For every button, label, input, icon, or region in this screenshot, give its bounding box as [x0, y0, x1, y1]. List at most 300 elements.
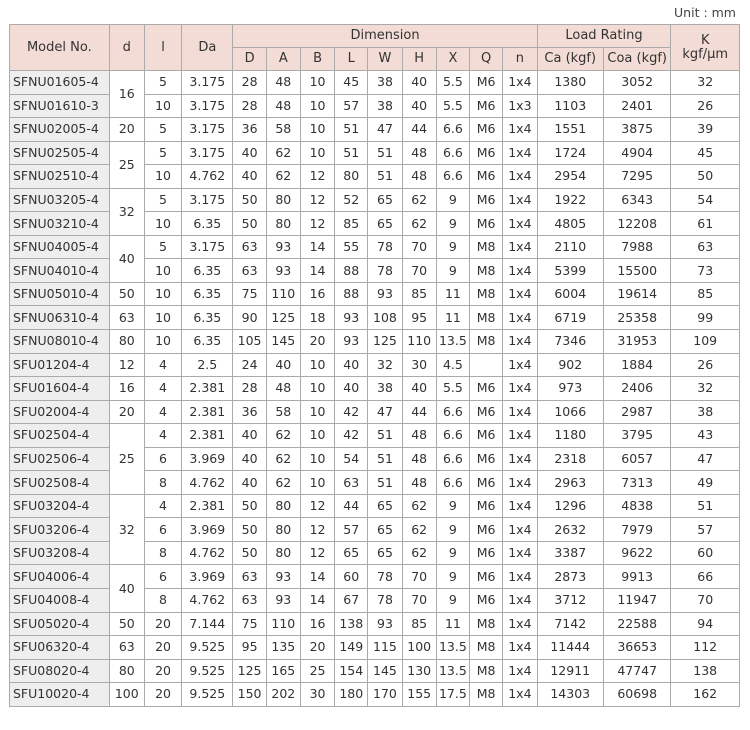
h-cell: 30 [402, 353, 436, 377]
a-cell: 40 [266, 353, 300, 377]
l-cell: 42 [335, 400, 368, 424]
d-cell: 150 [233, 683, 266, 707]
a-cell: 62 [266, 471, 300, 495]
da-cell: 3.175 [182, 235, 233, 259]
w-cell: 170 [368, 683, 402, 707]
q-cell: M8 [470, 282, 503, 306]
ca-cell: 902 [537, 353, 603, 377]
n-cell: 1x4 [503, 188, 537, 212]
table-row [10, 424, 740, 448]
b-cell: 25 [300, 659, 334, 683]
ca-cell: 973 [537, 377, 603, 401]
l-cell: 20 [144, 683, 181, 707]
table-body [10, 71, 740, 707]
header-dim-X: X [436, 48, 469, 71]
l-cell: 138 [335, 612, 368, 636]
da-cell: 6.35 [182, 212, 233, 236]
n-cell: 1x4 [503, 71, 537, 95]
d-cell: 16 [109, 377, 144, 401]
coa-cell: 25358 [603, 306, 670, 330]
q-cell: M6 [470, 518, 503, 542]
header-dim-L: L [335, 48, 368, 71]
model-cell: SFU03204-4 [10, 494, 110, 518]
header-dimension: Dimension [233, 25, 537, 48]
ca-cell: 1551 [537, 118, 603, 142]
d-cell: 24 [233, 353, 266, 377]
d-cell: 28 [233, 377, 266, 401]
k-cell: 39 [671, 118, 740, 142]
coa-cell: 2406 [603, 377, 670, 401]
d-cell: 40 [233, 447, 266, 471]
coa-cell: 2987 [603, 400, 670, 424]
table-row [10, 494, 740, 518]
da-cell: 9.525 [182, 659, 233, 683]
l-cell: 5 [144, 141, 181, 165]
x-cell: 6.6 [436, 471, 469, 495]
d-cell: 50 [109, 282, 144, 306]
k-cell: 47 [671, 447, 740, 471]
header-dim-D: D [233, 48, 266, 71]
l-cell: 5 [144, 188, 181, 212]
ca-cell: 7142 [537, 612, 603, 636]
h-cell: 40 [402, 71, 436, 95]
da-cell: 4.762 [182, 541, 233, 565]
k-cell: 109 [671, 330, 740, 354]
table-row [10, 306, 740, 330]
x-cell: 9 [436, 188, 469, 212]
w-cell: 47 [368, 400, 402, 424]
l-cell: 55 [335, 235, 368, 259]
x-cell: 6.6 [436, 424, 469, 448]
header-model: Model No. [10, 25, 110, 71]
table-row [10, 612, 740, 636]
x-cell: 9 [436, 589, 469, 613]
model-cell: SFU03208-4 [10, 541, 110, 565]
model-cell: SFU02506-4 [10, 447, 110, 471]
h-cell: 48 [402, 141, 436, 165]
model-cell: SFU06320-4 [10, 636, 110, 660]
coa-cell: 19614 [603, 282, 670, 306]
k-cell: 26 [671, 94, 740, 118]
d-cell: 40 [109, 565, 144, 612]
n-cell: 1x4 [503, 259, 537, 283]
w-cell: 78 [368, 565, 402, 589]
k-cell: 85 [671, 282, 740, 306]
l-cell: 51 [335, 118, 368, 142]
h-cell: 155 [402, 683, 436, 707]
k-cell: 51 [671, 494, 740, 518]
d-cell: 36 [233, 400, 266, 424]
header-dim-A: A [266, 48, 300, 71]
x-cell: 4.5 [436, 353, 469, 377]
da-cell: 4.762 [182, 589, 233, 613]
q-cell: M6 [470, 212, 503, 236]
k-cell: 112 [671, 636, 740, 660]
b-cell: 12 [300, 212, 334, 236]
w-cell: 51 [368, 471, 402, 495]
model-cell: SFNU01605-4 [10, 71, 110, 95]
b-cell: 10 [300, 424, 334, 448]
n-cell: 1x4 [503, 212, 537, 236]
q-cell: M8 [470, 235, 503, 259]
header-da: Da [182, 25, 233, 71]
w-cell: 65 [368, 188, 402, 212]
n-cell: 1x3 [503, 94, 537, 118]
q-cell: M8 [470, 612, 503, 636]
model-cell: SFU03206-4 [10, 518, 110, 542]
w-cell: 38 [368, 377, 402, 401]
a-cell: 135 [266, 636, 300, 660]
d-cell: 40 [233, 165, 266, 189]
d-cell: 25 [109, 141, 144, 188]
l-cell: 6 [144, 518, 181, 542]
n-cell: 1x4 [503, 118, 537, 142]
x-cell: 5.5 [436, 377, 469, 401]
x-cell: 6.6 [436, 447, 469, 471]
da-cell: 9.525 [182, 636, 233, 660]
q-cell: M8 [470, 259, 503, 283]
b-cell: 12 [300, 541, 334, 565]
n-cell: 1x4 [503, 565, 537, 589]
h-cell: 85 [402, 612, 436, 636]
h-cell: 48 [402, 447, 436, 471]
l-cell: 51 [335, 141, 368, 165]
table-row [10, 71, 740, 95]
da-cell: 3.175 [182, 118, 233, 142]
w-cell: 51 [368, 447, 402, 471]
h-cell: 95 [402, 306, 436, 330]
d-cell: 125 [233, 659, 266, 683]
header-load-rating: Load Rating [537, 25, 671, 48]
w-cell: 32 [368, 353, 402, 377]
x-cell: 9 [436, 565, 469, 589]
q-cell: M6 [470, 165, 503, 189]
l-cell: 5 [144, 71, 181, 95]
l-cell: 20 [144, 636, 181, 660]
header-k [671, 25, 740, 71]
h-cell: 62 [402, 188, 436, 212]
b-cell: 20 [300, 330, 334, 354]
q-cell: M8 [470, 636, 503, 660]
q-cell: M6 [470, 541, 503, 565]
h-cell: 70 [402, 565, 436, 589]
model-cell: SFU02504-4 [10, 424, 110, 448]
w-cell: 65 [368, 212, 402, 236]
n-cell: 1x4 [503, 330, 537, 354]
table-row [10, 565, 740, 589]
d-cell: 16 [109, 71, 144, 118]
l-cell: 10 [144, 282, 181, 306]
d-cell: 20 [109, 118, 144, 142]
model-cell: SFNU03205-4 [10, 188, 110, 212]
w-cell: 65 [368, 541, 402, 565]
l-cell: 5 [144, 235, 181, 259]
b-cell: 10 [300, 447, 334, 471]
table-row [10, 141, 740, 165]
model-cell: SFNU08010-4 [10, 330, 110, 354]
l-cell: 10 [144, 330, 181, 354]
d-cell: 50 [233, 212, 266, 236]
a-cell: 93 [266, 235, 300, 259]
k-cell: 61 [671, 212, 740, 236]
d-cell: 80 [109, 659, 144, 683]
l-cell: 4 [144, 353, 181, 377]
l-cell: 44 [335, 494, 368, 518]
a-cell: 58 [266, 400, 300, 424]
model-cell: SFU02004-4 [10, 400, 110, 424]
ca-cell: 1380 [537, 71, 603, 95]
q-cell: M8 [470, 330, 503, 354]
coa-cell: 1884 [603, 353, 670, 377]
q-cell [470, 353, 503, 377]
header-k-symbol: K [700, 32, 710, 48]
b-cell: 10 [300, 353, 334, 377]
l-cell: 85 [335, 212, 368, 236]
model-cell: SFU08020-4 [10, 659, 110, 683]
l-cell: 149 [335, 636, 368, 660]
ca-cell: 5399 [537, 259, 603, 283]
q-cell: M6 [470, 94, 503, 118]
w-cell: 108 [368, 306, 402, 330]
coa-cell: 12208 [603, 212, 670, 236]
n-cell: 1x4 [503, 400, 537, 424]
d-cell: 50 [233, 188, 266, 212]
n-cell: 1x4 [503, 141, 537, 165]
coa-cell: 3795 [603, 424, 670, 448]
n-cell: 1x4 [503, 541, 537, 565]
l-cell: 88 [335, 282, 368, 306]
n-cell: 1x4 [503, 306, 537, 330]
model-cell: SFNU01610-3 [10, 94, 110, 118]
k-cell: 60 [671, 541, 740, 565]
ca-cell: 2954 [537, 165, 603, 189]
l-cell: 63 [335, 471, 368, 495]
a-cell: 145 [266, 330, 300, 354]
l-cell: 42 [335, 424, 368, 448]
d-cell: 40 [233, 141, 266, 165]
d-cell: 36 [233, 118, 266, 142]
l-cell: 40 [335, 353, 368, 377]
a-cell: 48 [266, 71, 300, 95]
coa-cell: 9622 [603, 541, 670, 565]
ca-cell: 6719 [537, 306, 603, 330]
a-cell: 62 [266, 165, 300, 189]
da-cell: 2.381 [182, 494, 233, 518]
l-cell: 10 [144, 212, 181, 236]
model-cell: SFU02508-4 [10, 471, 110, 495]
n-cell: 1x4 [503, 636, 537, 660]
h-cell: 62 [402, 518, 436, 542]
da-cell: 9.525 [182, 683, 233, 707]
h-cell: 100 [402, 636, 436, 660]
k-cell: 63 [671, 235, 740, 259]
l-cell: 10 [144, 94, 181, 118]
b-cell: 10 [300, 377, 334, 401]
d-cell: 105 [233, 330, 266, 354]
k-cell: 99 [671, 306, 740, 330]
da-cell: 2.381 [182, 400, 233, 424]
b-cell: 12 [300, 188, 334, 212]
model-cell: SFNU03210-4 [10, 212, 110, 236]
b-cell: 14 [300, 235, 334, 259]
h-cell: 44 [402, 400, 436, 424]
a-cell: 93 [266, 589, 300, 613]
w-cell: 125 [368, 330, 402, 354]
d-cell: 40 [109, 235, 144, 282]
q-cell: M6 [470, 400, 503, 424]
da-cell: 4.762 [182, 471, 233, 495]
ball-screw-spec-table [9, 24, 740, 707]
x-cell: 5.5 [436, 71, 469, 95]
q-cell: M6 [470, 589, 503, 613]
header-coa: Coa (kgf) [603, 48, 670, 71]
model-cell: SFNU04005-4 [10, 235, 110, 259]
b-cell: 10 [300, 71, 334, 95]
d-cell: 63 [109, 306, 144, 330]
n-cell: 1x4 [503, 165, 537, 189]
da-cell: 3.969 [182, 518, 233, 542]
w-cell: 47 [368, 118, 402, 142]
h-cell: 62 [402, 212, 436, 236]
k-cell: 94 [671, 612, 740, 636]
b-cell: 14 [300, 259, 334, 283]
ca-cell: 2632 [537, 518, 603, 542]
q-cell: M6 [470, 118, 503, 142]
q-cell: M8 [470, 306, 503, 330]
ca-cell: 1296 [537, 494, 603, 518]
l-cell: 4 [144, 494, 181, 518]
d-cell: 100 [109, 683, 144, 707]
w-cell: 93 [368, 612, 402, 636]
b-cell: 10 [300, 94, 334, 118]
k-cell: 49 [671, 471, 740, 495]
d-cell: 32 [109, 188, 144, 235]
l-cell: 93 [335, 306, 368, 330]
w-cell: 51 [368, 141, 402, 165]
q-cell: M6 [470, 424, 503, 448]
b-cell: 12 [300, 494, 334, 518]
l-cell: 57 [335, 518, 368, 542]
da-cell: 3.175 [182, 141, 233, 165]
h-cell: 40 [402, 94, 436, 118]
x-cell: 13.5 [436, 659, 469, 683]
a-cell: 80 [266, 188, 300, 212]
x-cell: 13.5 [436, 330, 469, 354]
a-cell: 110 [266, 282, 300, 306]
coa-cell: 3052 [603, 71, 670, 95]
coa-cell: 22588 [603, 612, 670, 636]
d-cell: 12 [109, 353, 144, 377]
l-cell: 54 [335, 447, 368, 471]
l-cell: 60 [335, 565, 368, 589]
h-cell: 48 [402, 471, 436, 495]
ca-cell: 1066 [537, 400, 603, 424]
x-cell: 6.6 [436, 165, 469, 189]
k-cell: 66 [671, 565, 740, 589]
a-cell: 165 [266, 659, 300, 683]
k-cell: 162 [671, 683, 740, 707]
model-cell: SFU01604-4 [10, 377, 110, 401]
da-cell: 2.381 [182, 424, 233, 448]
n-cell: 1x4 [503, 377, 537, 401]
a-cell: 58 [266, 118, 300, 142]
a-cell: 62 [266, 424, 300, 448]
a-cell: 202 [266, 683, 300, 707]
h-cell: 62 [402, 541, 436, 565]
header-dim-W: W [368, 48, 402, 71]
a-cell: 80 [266, 494, 300, 518]
a-cell: 80 [266, 518, 300, 542]
d-cell: 50 [233, 541, 266, 565]
k-cell: 57 [671, 518, 740, 542]
l-cell: 180 [335, 683, 368, 707]
coa-cell: 31953 [603, 330, 670, 354]
k-cell: 70 [671, 589, 740, 613]
coa-cell: 4838 [603, 494, 670, 518]
ca-cell: 3712 [537, 589, 603, 613]
ca-cell: 14303 [537, 683, 603, 707]
header-dim-H: H [402, 48, 436, 71]
a-cell: 62 [266, 447, 300, 471]
table-row [10, 659, 740, 683]
k-cell: 138 [671, 659, 740, 683]
x-cell: 6.6 [436, 141, 469, 165]
l-cell: 57 [335, 94, 368, 118]
a-cell: 80 [266, 541, 300, 565]
b-cell: 14 [300, 589, 334, 613]
coa-cell: 4904 [603, 141, 670, 165]
coa-cell: 11947 [603, 589, 670, 613]
h-cell: 70 [402, 259, 436, 283]
b-cell: 10 [300, 471, 334, 495]
h-cell: 110 [402, 330, 436, 354]
model-cell: SFNU02510-4 [10, 165, 110, 189]
x-cell: 6.6 [436, 400, 469, 424]
l-cell: 10 [144, 306, 181, 330]
x-cell: 11 [436, 306, 469, 330]
header-d: d [109, 25, 144, 71]
l-cell: 4 [144, 377, 181, 401]
k-cell: 38 [671, 400, 740, 424]
q-cell: M6 [470, 494, 503, 518]
d-cell: 63 [233, 589, 266, 613]
x-cell: 9 [436, 541, 469, 565]
k-cell: 45 [671, 141, 740, 165]
h-cell: 85 [402, 282, 436, 306]
d-cell: 80 [109, 330, 144, 354]
d-cell: 28 [233, 94, 266, 118]
coa-cell: 7295 [603, 165, 670, 189]
ca-cell: 12911 [537, 659, 603, 683]
d-cell: 32 [109, 494, 144, 565]
a-cell: 93 [266, 565, 300, 589]
l-cell: 52 [335, 188, 368, 212]
header-dim-n: n [503, 48, 537, 71]
n-cell: 1x4 [503, 659, 537, 683]
n-cell: 1x4 [503, 683, 537, 707]
a-cell: 48 [266, 94, 300, 118]
model-cell: SFNU04010-4 [10, 259, 110, 283]
k-cell: 32 [671, 377, 740, 401]
d-cell: 63 [233, 235, 266, 259]
w-cell: 78 [368, 259, 402, 283]
q-cell: M6 [470, 565, 503, 589]
d-cell: 63 [109, 636, 144, 660]
header-k-unit: kgf/μm [682, 46, 729, 62]
coa-cell: 6057 [603, 447, 670, 471]
da-cell: 3.969 [182, 565, 233, 589]
ca-cell: 11444 [537, 636, 603, 660]
